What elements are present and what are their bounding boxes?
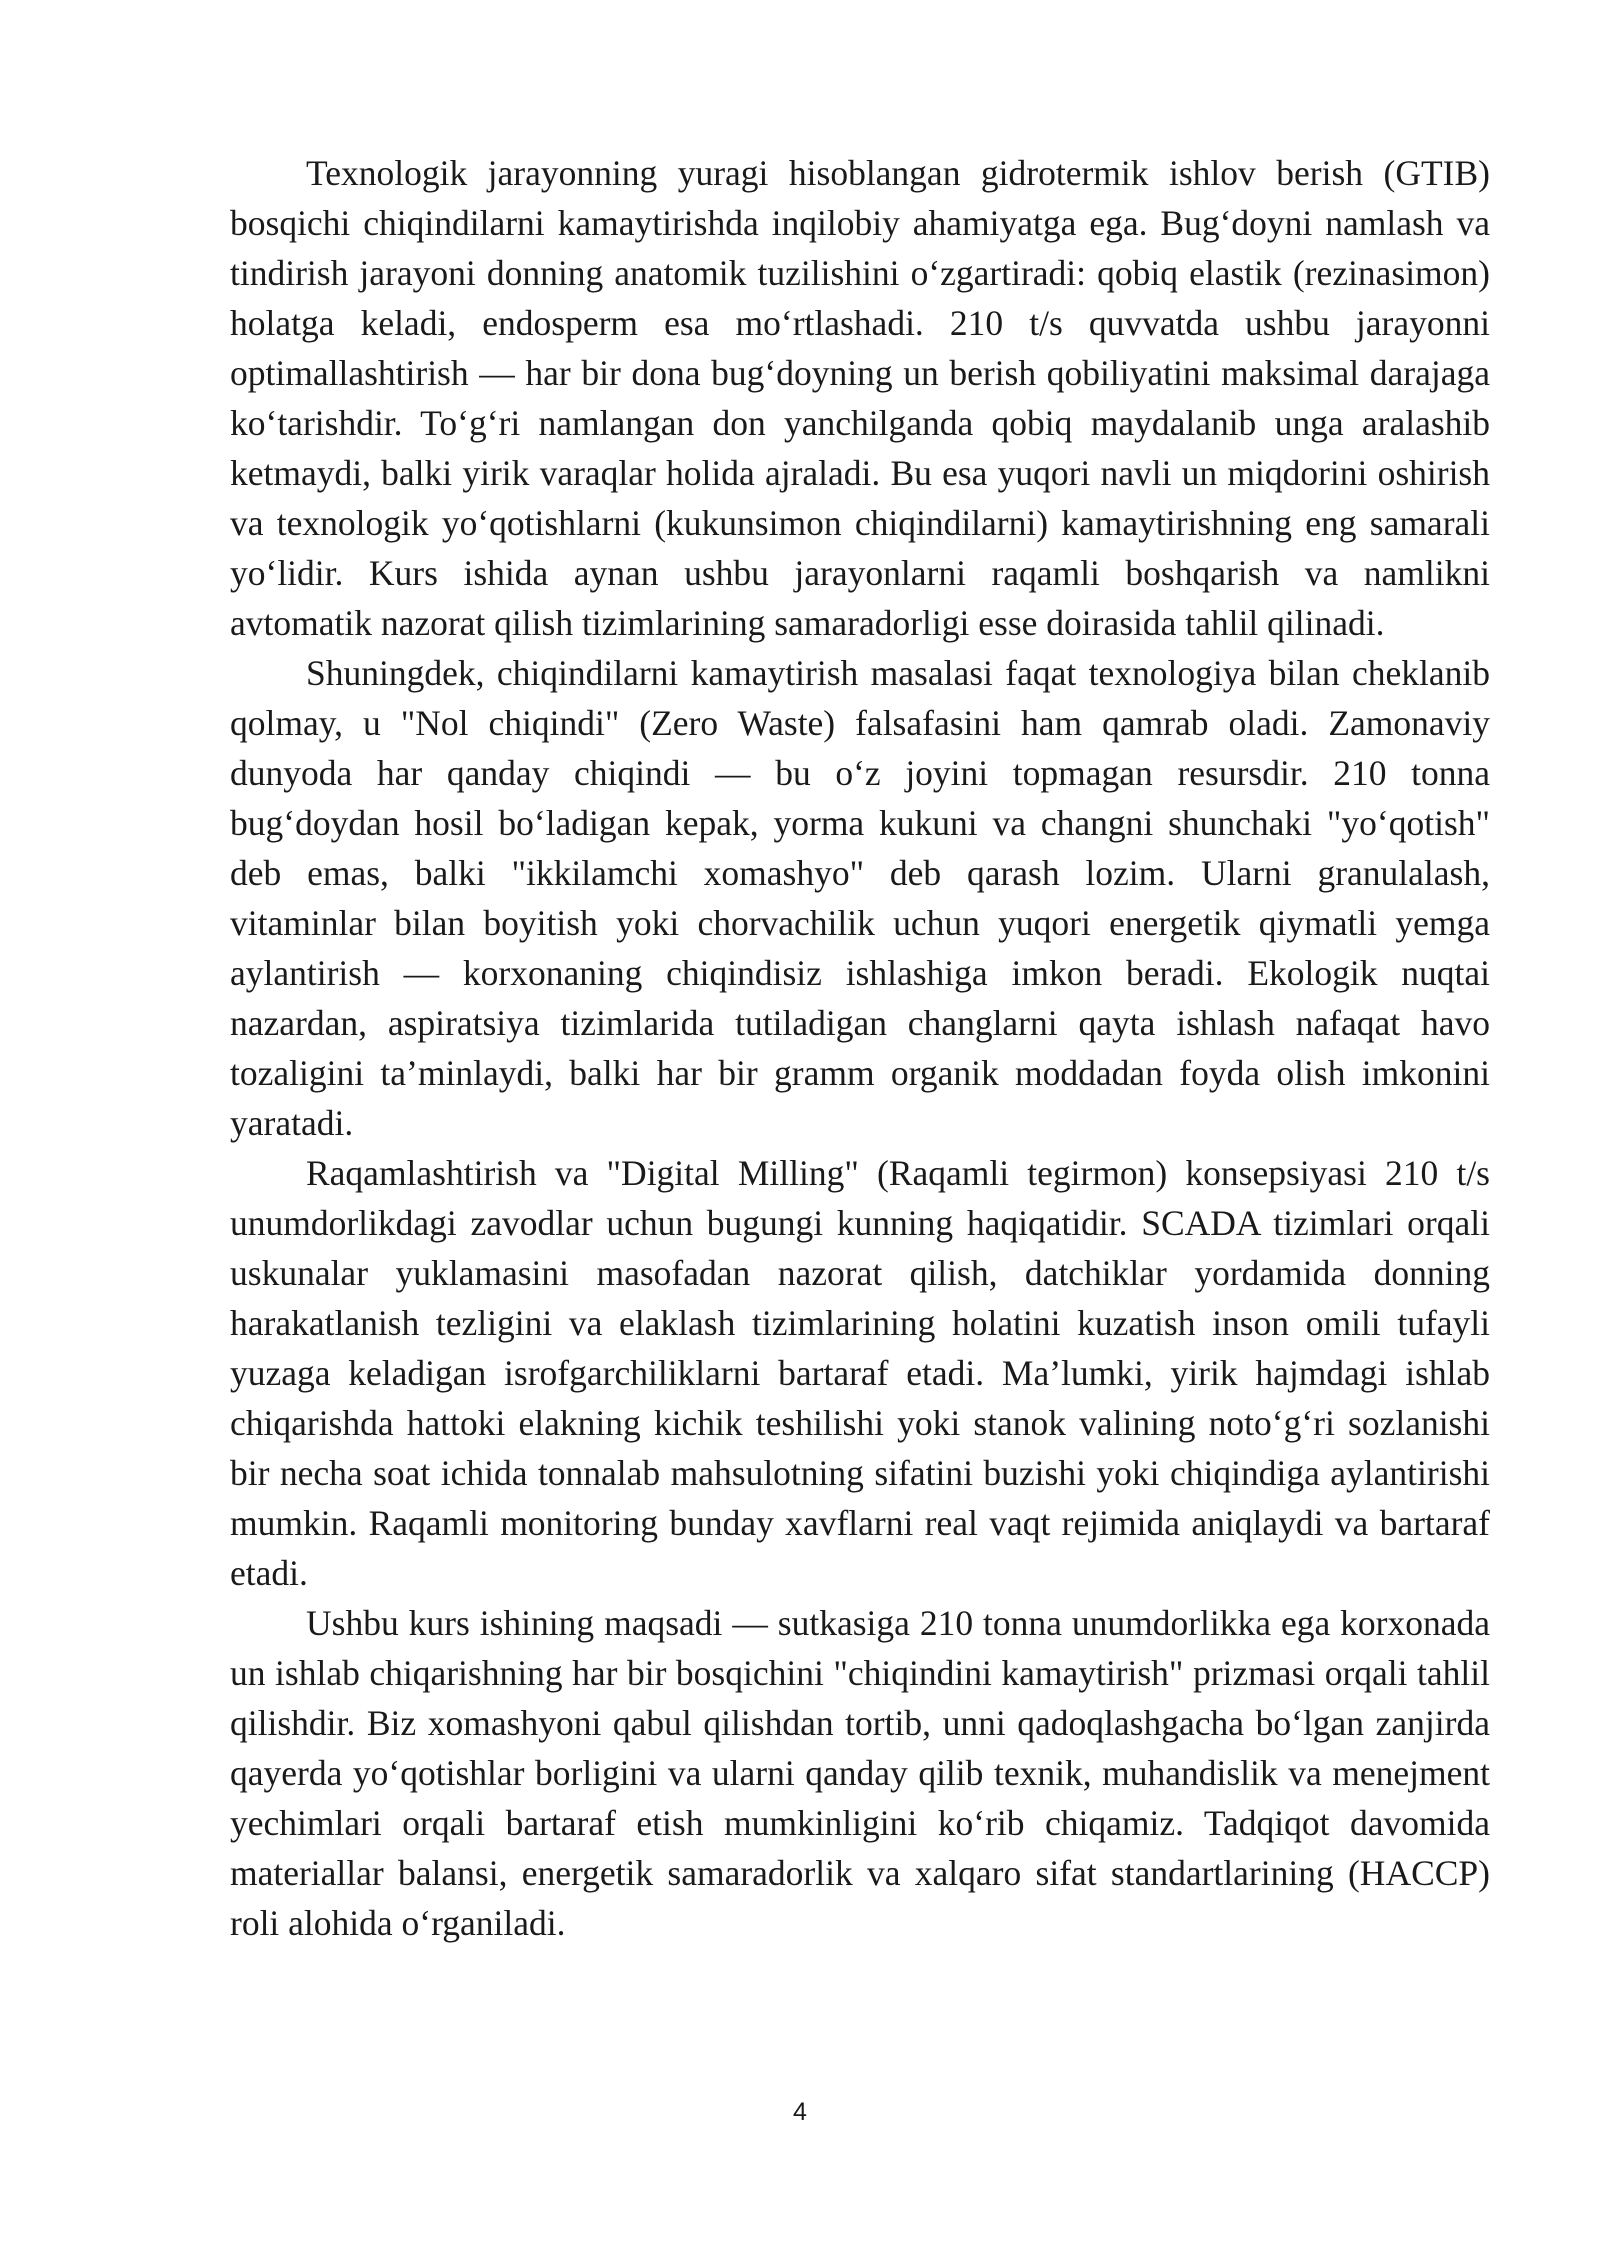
page-number: 4 [793, 2098, 807, 2126]
paragraph-course-goal: Ushbu kurs ishining maqsadi — sutkasiga 210 tonna unumdorlikka ega korxonada un ishlab chiqarishning har bir bosqichini "chiqindini kamaytirish" prizmasi orqali tahlil qilishdir. Biz xomashyoni qabul qilishdan tortib, unni qadoqlashgacha bo‘lgan zanjirda qayerda yo‘qotishlar borligini va ularni qanday qilib texnik, muhandislik va menejment yechimlari orqali bartaraf etish mumkinligini ko‘rib chiqamiz. Tadqiqot davomida materiallar balansi, energetik samaradorlik va xalqaro sifat standartlarining (HACCP) roli alohida o‘rganiladi. [230, 1603, 1490, 1943]
paragraph-gtib: Texnologik jarayonning yuragi hisoblangan gidrotermik ishlov berish (GTIB) bosqichi chiqindilarni kamaytirishda inqilobiy ahamiyatga ega. Bug‘doyni namlash va tindirish jarayoni donning anatomik tuzilishini o‘zgartiradi: qobiq elastik (rezinasimon) holatga keladi, endosperm esa mo‘rtlashadi. 210 t/s quvvatda ushbu jarayonni optimallashtirish — har bir dona bug‘doyning un berish qobiliyatini maksimal darajaga ko‘tarishdir. To‘g‘ri namlangan don yanchilganda qobiq maydalanib unga aralashib ketmaydi, balki yirik varaqlar holida ajraladi. Bu esa yuqori navli un miqdorini oshirish va texnologik yo‘qotishlarni (kukunsimon chiqindilarni) kamaytirishning eng samarali yo‘lidir. Kurs ishida aynan ushbu jarayonlarni raqamli boshqarish va namlikni avtomatik nazorat qilish tizimlarining samaradorligi esse doirasida tahlil qilinadi. [230, 153, 1490, 643]
paragraph-digital-milling: Raqamlashtirish va "Digital Milling" (Raqamli tegirmon) konsepsiyasi 210 t/s unumdorlikdagi zavodlar uchun bugungi kunning haqiqatidir. SCADA tizimlari orqali uskunalar yuklamasini masofadan nazorat qilish, datchiklar yordamida donning harakatlanish tezligini va elaklash tizimlarining holatini kuzatish inson omili tufayli yuzaga keladigan isrofgarchiliklarni bartaraf etadi. Ma’lumki, yirik hajmdagi ishlab chiqarishda hattoki elakning kichik teshilishi yoki stanok valining noto‘g‘ri sozlanishi bir necha soat ichida tonnalab mahsulotning sifatini buzishi yoki chiqindiga aylantirishi mumkin. Raqamli monitoring bunday xavflarni real vaqt rejimida aniqlaydi va bartaraf etadi. [230, 1153, 1490, 1593]
paragraph-zero-waste: Shuningdek, chiqindilarni kamaytirish masalasi faqat texnologiya bilan cheklanib qolmay, u "Nol chiqindi" (Zero Waste) falsafasini ham qamrab oladi. Zamonaviy dunyoda har qanday chiqindi — bu o‘z joyini topmagan resursdir. 210 tonna bug‘doydan hosil bo‘ladigan kepak, yorma kukuni va changni shunchaki "yo‘qotish" deb emas, balki "ikkilamchi xomashyo" deb qarash lozim. Ularni granulalash, vitaminlar bilan boyitish yoki chorvachilik uchun yuqori energetik qiymatli yemga aylantirish — korxonaning chiqindisiz ishlashiga imkon beradi. Ekologik nuqtai nazardan, aspiratsiya tizimlarida tutiladigan changlarni qayta ishlash nafaqat havo tozaligini ta’minlaydi, balki har bir gramm organik moddadan foyda olish imkonini yaratadi. [230, 653, 1490, 1143]
document-body [230, 148, 1490, 1948]
